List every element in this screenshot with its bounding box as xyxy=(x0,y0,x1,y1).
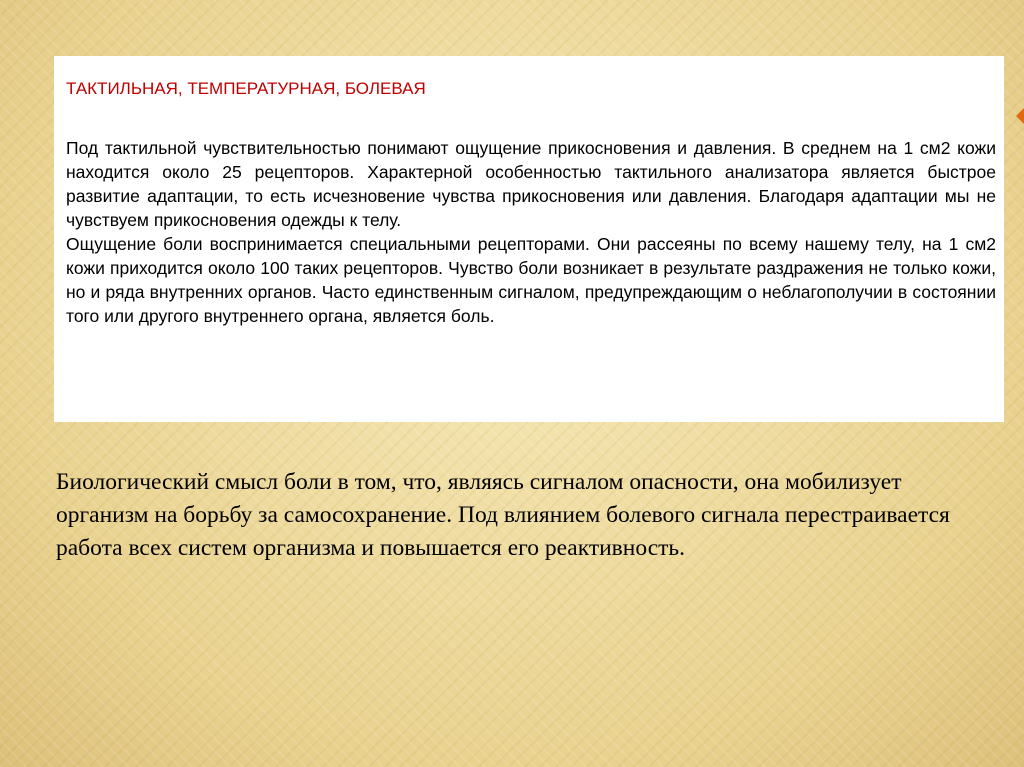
corner-arrow-decoration xyxy=(1016,108,1024,124)
paragraph-tactile: Под тактильной чувствительностью понимают ощущение прикосновения и давления. В среднем на 1 см2 кожи находится около 25 рецепторов. Характерной особенностью тактильного анализатора является быстрое развитие адаптации, то есть исчезновение чувства прикосновения или давления. Благодаря адаптации мы не чувствуем прикосновения одежды к телу. xyxy=(66,138,996,230)
content-box xyxy=(54,56,1004,422)
box-heading: ТАКТИЛЬНАЯ, ТЕМПЕРАТУРНАЯ, БОЛЕВАЯ xyxy=(66,79,426,98)
body-text: Биологический смысл боли в том, что, являясь сигналом опасности, она мобилизует организм на борьбу за самосохранение. Под влиянием болевого сигнала перестраивается работа всех систем организма и повышается его реактивность. xyxy=(56,469,950,561)
paragraph-pain: Ощущение боли воспринимается специальными рецепторами. Они рассеяны по всему нашему телу, на 1 см2 кожи приходится около 100 таких рецепторов. Чувство боли возникает в результате раздражения не только кожи, но и ряда внутренних органов. Часто единственным сигналом, предупреждающим о неблагополучии в состоянии того или другого внутреннего органа, является боль. xyxy=(66,234,996,326)
